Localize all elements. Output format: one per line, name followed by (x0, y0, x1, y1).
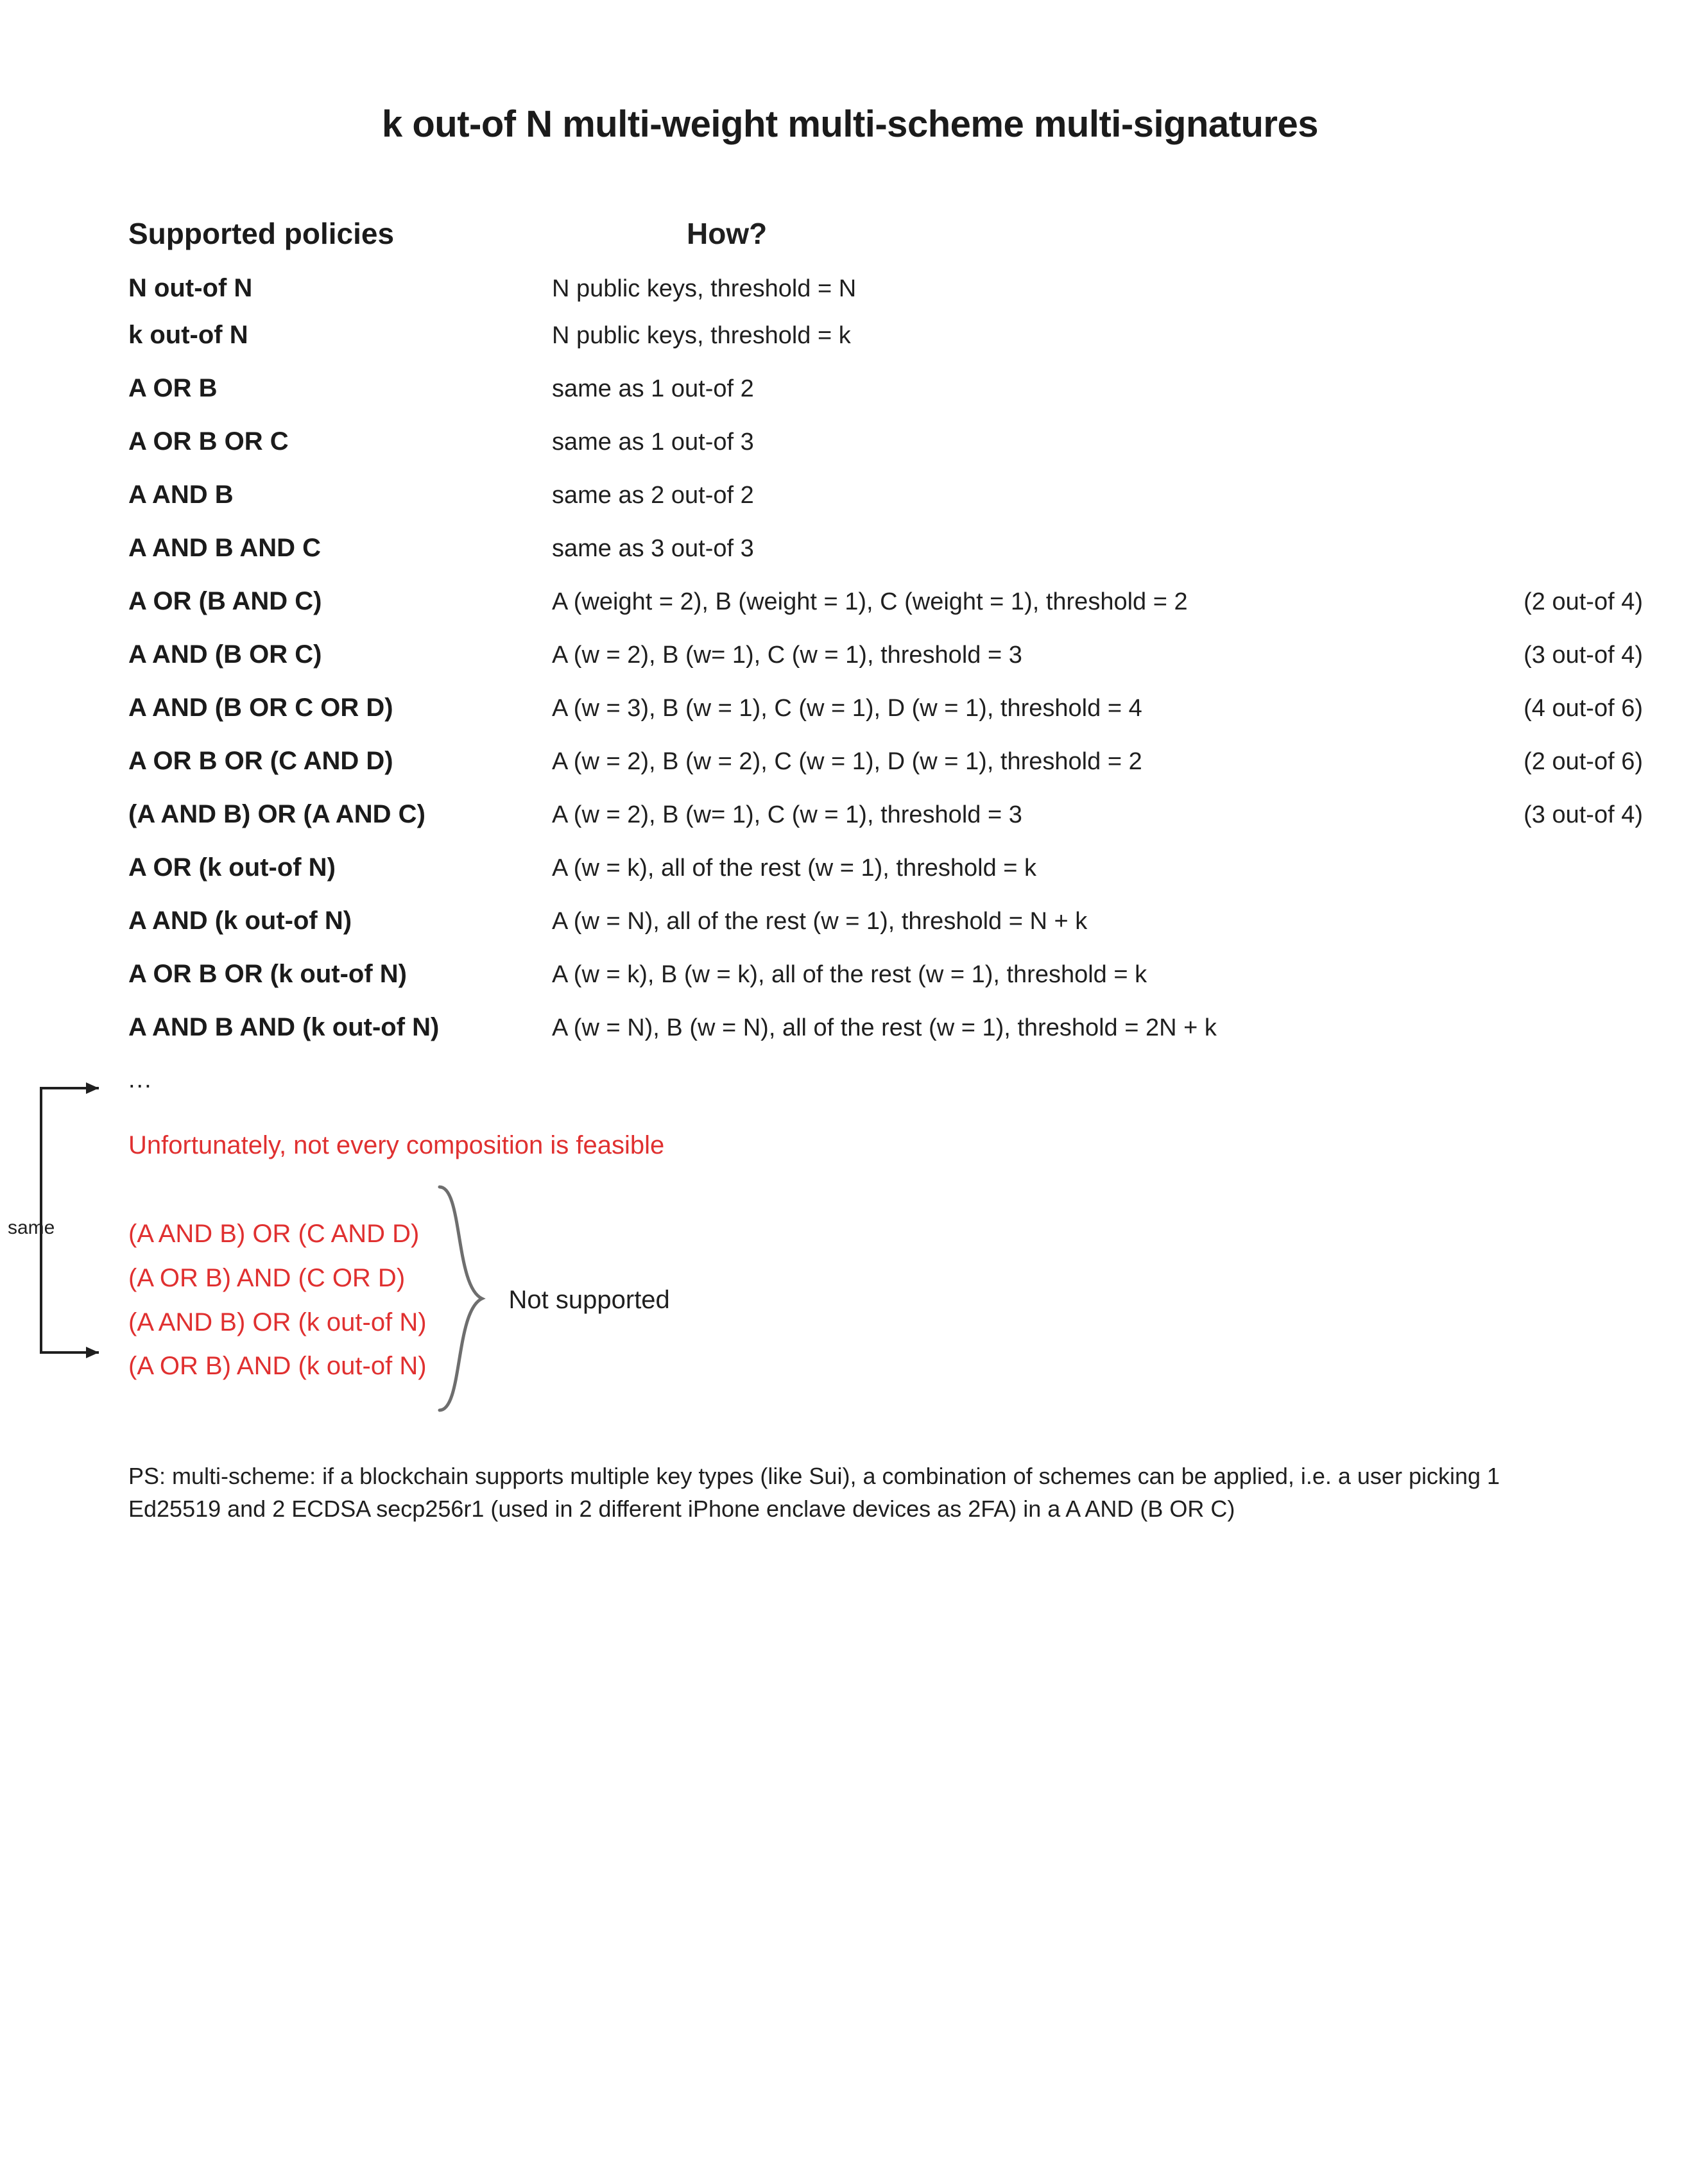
table-row (128, 640, 1643, 669)
how-cell (552, 322, 1643, 350)
table-row (128, 694, 1643, 722)
how-text: A (w = 2), B (w= 1), C (w = 1), threshold = 3 (552, 642, 1022, 669)
policy-label: A AND (k out-of N) (128, 907, 352, 935)
how-cell (552, 855, 1643, 882)
table-row (128, 960, 1643, 989)
how-cell (552, 588, 1643, 616)
policy-label: k out-of N (128, 321, 248, 349)
curly-brace-icon (433, 1183, 491, 1417)
how-text: N public keys, threshold = k (552, 322, 851, 349)
table-row (128, 534, 1643, 563)
how-text: A (w = k), all of the rest (w = 1), threshold = k (552, 855, 1037, 882)
policy-label: A OR B (128, 374, 218, 402)
how-text: same as 1 out-of 2 (552, 375, 754, 402)
same-label: same (8, 1217, 55, 1238)
how-text: A (w = 2), B (w= 1), C (w = 1), threshold = 3 (552, 801, 1022, 828)
how-note: (2 out-of 6) (1524, 748, 1643, 775)
how-note: (3 out-of 4) (1524, 801, 1643, 828)
infeasible-warning: Unfortunately, not every composition is feasible (128, 1131, 665, 1159)
policy-label: A OR B OR C (128, 427, 289, 456)
table-row (128, 747, 1643, 776)
policy-label: A OR (k out-of N) (128, 853, 336, 882)
table-row (128, 1013, 1643, 1042)
policy-table (8, 216, 1643, 1525)
table-row (128, 481, 1643, 509)
list-item: (A AND B) OR (C AND D) (128, 1219, 420, 1248)
how-text: same as 3 out-of 3 (552, 535, 754, 562)
how-text: A (w = N), B (w = N), all of the rest (w = 1), threshold = 2N + k (552, 1014, 1217, 1041)
how-text: A (w = 3), B (w = 1), C (w = 1), D (w = 1), threshold = 4 (552, 695, 1142, 722)
policy-label: (A AND B) OR (A AND C) (128, 800, 425, 828)
ellipsis-text: ... (128, 1066, 153, 1093)
not-supported-list (128, 1212, 427, 1388)
how-cell (552, 748, 1643, 776)
not-supported-group (128, 1183, 1643, 1417)
how-note: (4 out-of 6) (1524, 695, 1643, 722)
table-row (128, 907, 1643, 935)
not-supported-label: Not supported (508, 1286, 670, 1314)
how-cell (552, 275, 1643, 303)
how-cell (552, 695, 1643, 722)
header-supported-policies: Supported policies (128, 217, 395, 250)
list-item: (A OR B) AND (k out-of N) (128, 1352, 427, 1381)
policy-label: A AND (B OR C) (128, 640, 322, 669)
how-text: A (w = N), all of the rest (w = 1), threshold = N + k (552, 908, 1088, 935)
table-row (128, 587, 1643, 616)
list-item: (A AND B) OR (k out-of N) (128, 1308, 427, 1336)
policy-label: A AND B (128, 481, 234, 509)
how-cell (552, 961, 1643, 989)
how-text: A (w = k), B (w = k), all of the rest (w = 1), threshold = k (552, 961, 1147, 988)
policy-label: A OR B OR (k out-of N) (128, 960, 408, 988)
policy-label: A OR (B AND C) (128, 587, 322, 615)
table-row (128, 427, 1643, 456)
how-text: N public keys, threshold = N (552, 275, 857, 302)
how-text: A (w = 2), B (w = 2), C (w = 1), D (w = 1), threshold = 2 (552, 748, 1142, 775)
policy-label: A AND B AND C (128, 534, 321, 562)
how-text: same as 1 out-of 3 (552, 429, 754, 456)
policy-label: N out-of N (128, 274, 253, 302)
how-text: A (weight = 2), B (weight = 1), C (weight = 1), threshold = 2 (552, 588, 1188, 615)
header-how: How? (687, 217, 768, 250)
how-cell (552, 908, 1643, 935)
policy-label: A AND (B OR C OR D) (128, 694, 393, 722)
policy-label: A AND B AND (k out-of N) (128, 1013, 440, 1041)
table-row (128, 321, 1643, 350)
how-cell (552, 535, 1643, 563)
postscript-text: PS: multi-scheme: if a blockchain supports multiple key types (like Sui), a combination of schemes can be applied, i.e. a user picking 1 Ed25519 and 2 ECDSA secp256r1 (used in 2 different iPhone enclave devices as 2FA) in a A AND (B OR C) (128, 1463, 1500, 1523)
how-text: same as 2 out-of 2 (552, 482, 754, 509)
policy-label: A OR B OR (C AND D) (128, 747, 393, 775)
how-cell (552, 642, 1643, 669)
list-item: (A OR B) AND (C OR D) (128, 1263, 406, 1292)
how-note: (2 out-of 4) (1524, 588, 1643, 615)
table-header-row (128, 216, 1643, 251)
slide-page (0, 103, 1700, 2184)
how-cell (552, 801, 1643, 829)
how-cell (552, 429, 1643, 456)
table-row (128, 800, 1643, 829)
how-cell (552, 482, 1643, 509)
how-cell (552, 1014, 1643, 1042)
how-note: (3 out-of 4) (1524, 642, 1643, 669)
table-row (128, 274, 1643, 303)
how-cell (552, 375, 1643, 403)
table-row (128, 853, 1643, 882)
page-title: k out-of N multi-weight multi-scheme multi-signatures (381, 103, 1318, 145)
table-row (128, 374, 1643, 403)
